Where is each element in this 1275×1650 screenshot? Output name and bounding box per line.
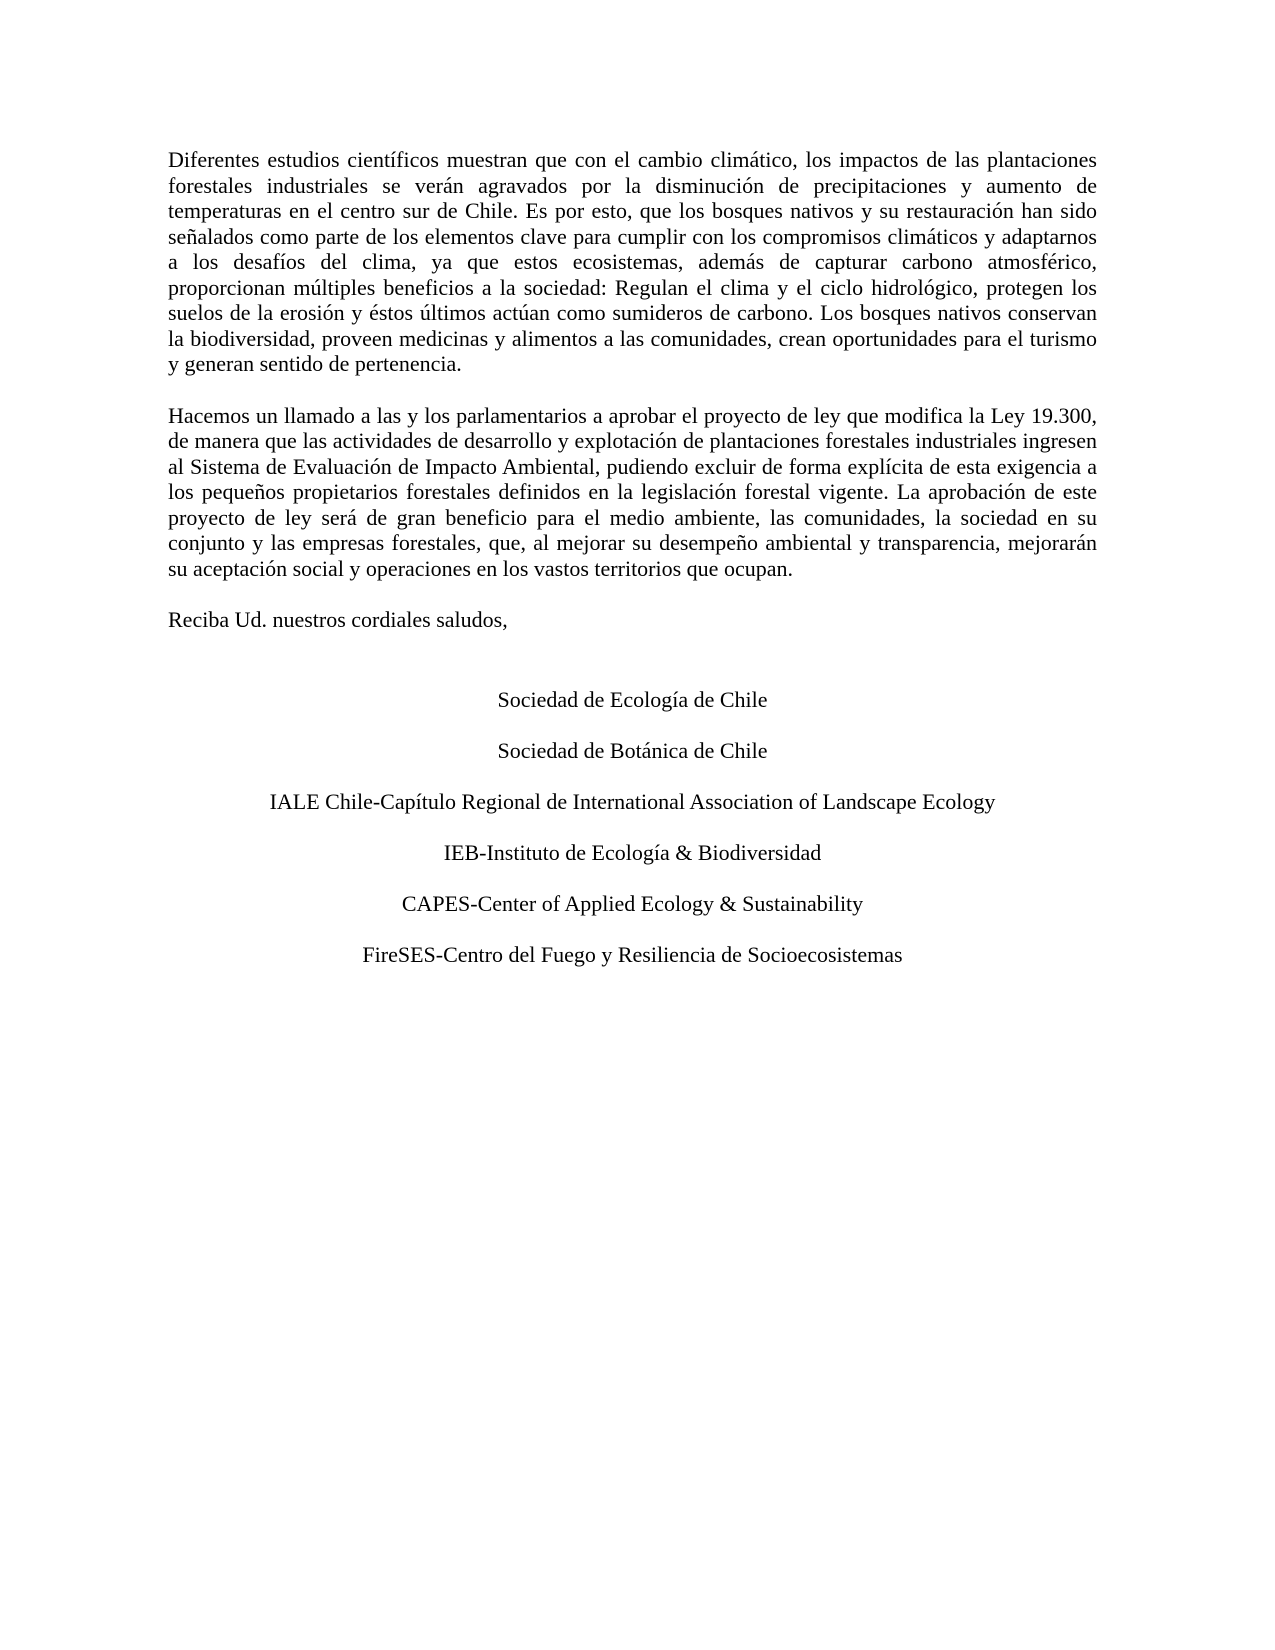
signatory-block	[168, 687, 1097, 968]
closing-salutation: Reciba Ud. nuestros cordiales saludos,	[168, 607, 508, 632]
letter-paragraph-2: Hacemos un llamado a las y los parlamentarios a aprobar el proyecto de ley que modifica la Ley 19.300, de manera que las actividades de desarrollo y explotación de plantaciones forestales industriales ingresen al Sistema de Evaluación de Impacto Ambiental, pudiendo excluir de forma explícita de esta exigencia a los pequeños propietarios forestales definidos en la legislación forestal vigente. La aprobación de este proyecto de ley será de gran beneficio para el medio ambiente, las comunidades, la sociedad en su conjunto y las empresas forestales, que, al mejorar su desempeño ambiental y transparencia, mejorarán su aceptación social y operaciones en los vastos territorios que ocupan.	[168, 402, 1097, 581]
signatory-line-ieb: IEB-Instituto de Ecología & Biodiversidad	[443, 839, 822, 865]
signatory-line-fireses: FireSES-Centro del Fuego y Resiliencia de Socioecosistemas	[362, 941, 903, 967]
signatory-line-sociedad-ecologia: Sociedad de Ecología de Chile	[497, 686, 768, 712]
letter-paragraph-1: Diferentes estudios científicos muestran que con el cambio climático, los impactos de las plantaciones forestales industriales se verán agravados por la disminución de precipitaciones y aumento de temperaturas en el centro sur de Chile. Es por esto, que los bosques nativos y su restauración han sido señalados como parte de los elementos clave para cumplir con los compromisos climáticos y adaptarnos a los desafíos del clima, ya que estos ecosistemas, además de capturar carbono atmosférico, proporcionan múltiples beneficios a la sociedad: Regulan el clima y el ciclo hidrológico, protegen los suelos de la erosión y éstos últimos actúan como sumideros de carbono. Los bosques nativos conservan la biodiversidad, proveen medicinas y alimentos a las comunidades, crean oportunidades para el turismo y generan sentido de pertenencia.	[168, 147, 1097, 376]
signatory-line-sociedad-botanica: Sociedad de Botánica de Chile	[497, 737, 768, 763]
signatory-line-iale-chile: IALE Chile-Capítulo Regional de International Association of Landscape Ecology	[269, 788, 996, 814]
signatory-line-capes: CAPES-Center of Applied Ecology & Sustainability	[401, 890, 864, 916]
